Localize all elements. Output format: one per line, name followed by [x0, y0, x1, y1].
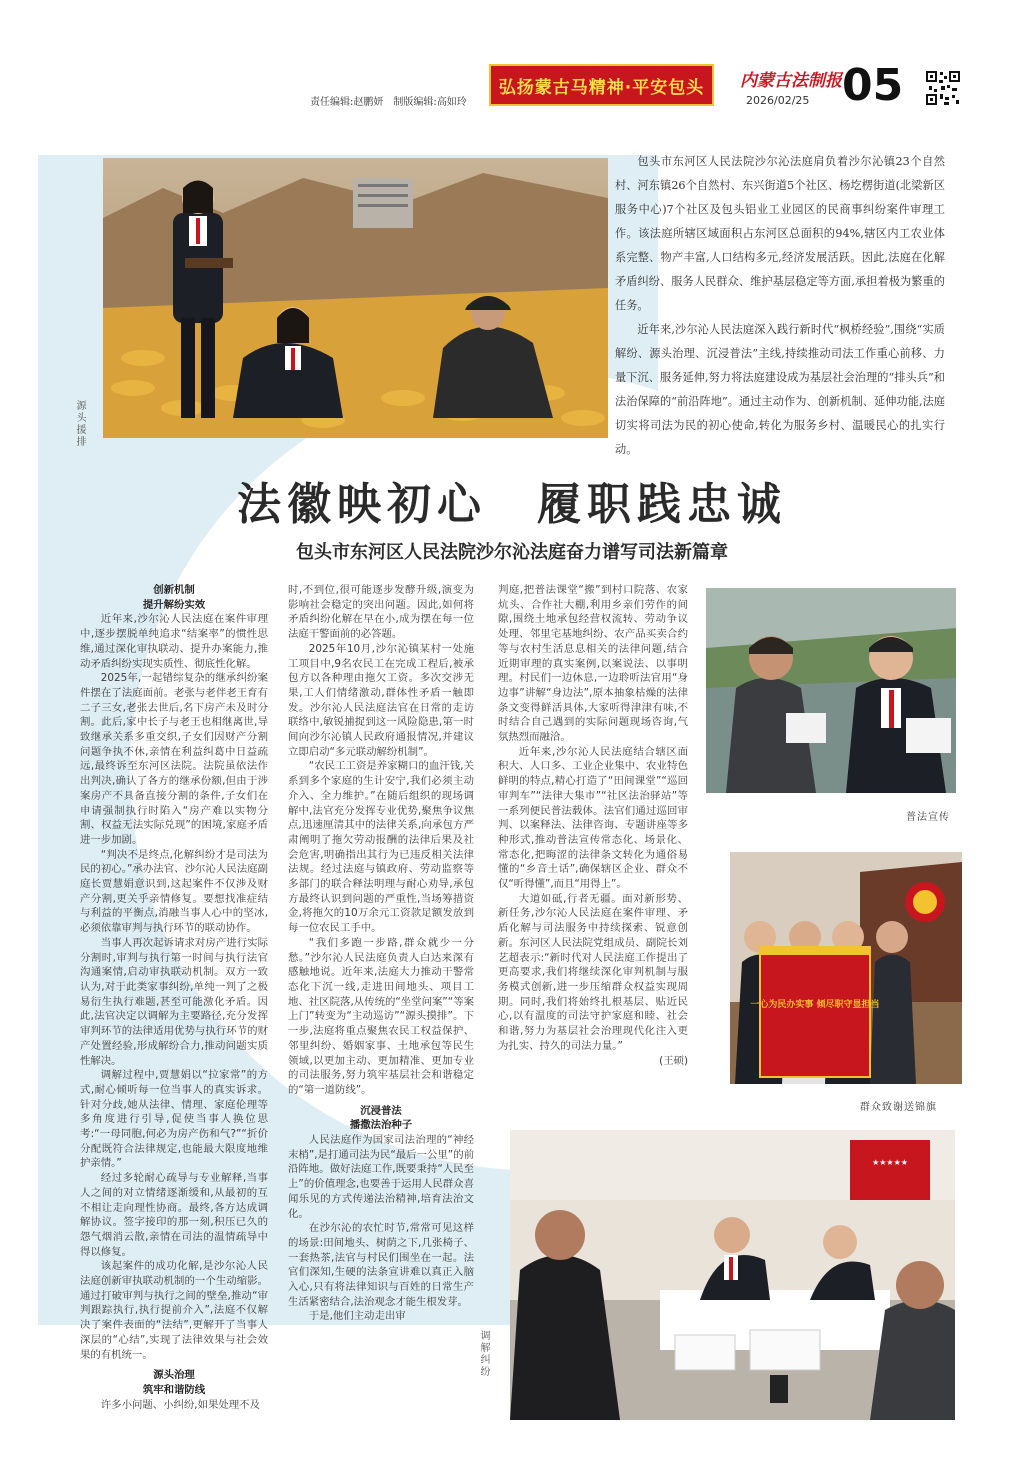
paragraph: 经过多轮耐心疏导与专业解释,当事人之间的对立情绪逐渐缓和,从最初的互不相让走向理性协商。最终,各方达成调解协议。签字接印的那一刻,积压已久的怨气烟消云散,亲情在司法的温情疏导中得以修复。	[80, 1172, 268, 1258]
paragraph: 在沙尔沁的农忙时节,常常可见这样的场景:田间地头、树荫之下,几张椅子、一套热茶,法官与村民们围坐在一起。法官们深知,生硬的法条宣讲难以真正入脑入心,只有将法律知识与百姓的日常生产生活紧密结合,法治观念才能生根发芽。	[288, 1222, 474, 1308]
paragraph: “判决不是终点,化解纠纷才是司法为民的初心。”承办法官、沙尔沁人民法庭副庭长贾慧娟意识到,这起案件不仅涉及财产分割,更关乎亲情修复。要想找准症结与利益的平衡点,消融当事人心中的坚冰,必须依靠审判与执行环节的联动协作。	[80, 848, 268, 935]
article-column-1	[80, 583, 268, 1411]
qr-code-icon[interactable]	[925, 70, 961, 106]
paragraph: 判庭,把普法课堂“搬”到村口院落、农家炕头、合作社大棚,利用乡亲们劳作的间隙,围绕土地承包经营权流转、劳动争议处理、邻里宅基地纠纷、农产品买卖合约等与农村生活息息相关的法律问题,结合近期审理的真实案例,以案说法、以事明理。村民们一边休息,一边聆听法官用“身边事”讲解“身边法”,原本抽象枯燥的法律条文变得鲜活具体,大家听得津津有味,不时结合自己遇到的实际问题现场咨询,气氛热烈而融洽。	[498, 584, 688, 744]
paragraph: 调解过程中,贾慧娟以“拉家常”的方式,耐心倾听每一位当事人的真实诉求。针对分歧,她从法律、情理、家庭伦理等多角度进行引导,促使当事人换位思考:“一母同胞,何必为房产伤和气?”“折价分配既符合法律规定,也能最大限度地维护亲情。”	[80, 1069, 268, 1170]
section-title: 源头治理	[153, 1369, 195, 1382]
section-title: 播撒法治种子	[349, 1119, 413, 1132]
paragraph: 时,不到位,很可能逐步发酵升级,演变为影响社会稳定的突出问题。因此,如何将矛盾纠纷化解在早在小,成为摆在每一位法庭干警面前的必答题。	[288, 584, 474, 641]
newspaper-logo: 内蒙古法制报	[740, 71, 842, 91]
caption-photo4: 调解纠纷	[478, 1330, 489, 1378]
photo-mediation	[510, 1130, 955, 1420]
paragraph: 于是,他们主动走出审	[308, 1310, 406, 1323]
paragraph: 许多小问题、小纠纷,如果处理不及	[100, 1398, 260, 1411]
section-title: 创新机制	[153, 584, 195, 596]
paragraph: 大道如砥,行者无疆。面对新形势、新任务,沙尔沁人民法庭在案件审理、矛盾化解与司法服务中持续探索、锐意创新。东河区人民法院党组成员、副院长刘艺超表示:“新时代对人民法庭工作提出了更高要求,我们将继续深化审判机制与服务模式创新,进一步压缩群众权益实现周期。同时,我们将始终扎根基层、贴近民心,以有温度的司法守护家庭和睦、社会和谐,努力为基层社会治理现代化注入更为扎实、持久的司法力量。”	[498, 892, 688, 1052]
headline: 法徽映初心 履职践忠诚	[237, 479, 787, 530]
column-banner: 弘扬蒙古马精神·平安包头	[489, 64, 714, 106]
article-column-3	[498, 583, 688, 1133]
paragraph: 近年来,沙尔沁人民法庭结合辖区面积大、人口多、工业企业集中、农业特色鲜明的特点,精心打造了“田间课堂”“巡回审判车”“法律大集市”“社区法治驿站”等一系列便民普法载体。法官们通过巡回审判、以案释法、法律咨询、专题讲座等多种形式,推动普法宣传常态化、场景化、常态化,把晦涩的法律条文转化为通俗易懂的“乡音土话”,确保辖区企业、群众不仅“听得懂”,而且“用得上”。	[498, 745, 688, 891]
photo-banner-thanks	[730, 852, 962, 1084]
paragraph: 2025年,一起错综复杂的继承纠纷案件摆在了法庭面前。老张与老伴老王育有二子三女,老张去世后,名下房产未及时分割。此后,家中长子与老王也相继离世,导致继承关系多重交织,子女们因财产分割问题争执不休,亲情在利益纠葛中日益疏远,最终诉至东河区法院。法院虽依法作出判决,确认了各方的继承份额,但由于涉案房产不具备直接分割的条件,子女们在申请强制执行时陷入“房产难以实物分割、权益无法实际兑现”的困境,家庭矛盾进一步加剧。	[80, 672, 268, 846]
intro-paragraph: 近年来,沙尔沁人民法庭深入践行新时代“枫桥经验”,围绕“实质解纷、源头治理、沉浸普法”主线,持续推动司法工作重心前移、力量下沉、服务延伸,努力将法庭建设成为基层社会治理的“排头兵”和法治保障的“前沿阵地”。通过主动作为、创新机制、延伸功能,法庭切实将司法为民的初心使命,转化为服务乡村、温暖民心的扎实行动。	[615, 323, 945, 456]
caption-photo2: 普法宣传	[906, 812, 950, 823]
intro-paragraph: 包头市东河区人民法院沙尔沁法庭肩负着沙尔沁镇23个自然村、河东镇26个自然村、东兴街道5个社区、杨圪楞街道(北梁新区服务中心)7个社区及包头铝业工业园区的民商事纠纷案件审理工作。该法庭所辖区域面积占东河区总面积的94%,辖区内工农业体系完整、物产丰富,人口结构多元,经济发展活跃。因此,法庭在化解矛盾纠纷、服务人民群众、维护基层稳定等方面,承担着极为繁重的任务。	[615, 155, 945, 312]
paragraph: “我们多跑一步路,群众就少一分愁。”沙尔沁人民法庭负责人白达来深有感触地说。近年来,法庭大力推动干警常态化下沉一线,走进田间地头、项目工地、社区院落,从传统的“坐堂问案”“等案上门”转变为“主动巡访”“源头摸排”。下一步,法庭将重点聚焦农民工权益保护、邻里纠纷、婚姻家事、土地承包等民生领域,以更加主动、更加精准、更加专业的司法服务,努力筑牢基层社会和谐稳定的“第一道防线”。	[288, 936, 474, 1096]
article-column-2	[288, 583, 474, 1358]
banner-text: 一心为民办实事 倾尽职守显担当	[750, 1000, 880, 1010]
section-title: 提升解纷实效	[142, 598, 206, 611]
svg-text:★★★★★: ★★★★★	[872, 1158, 908, 1167]
paragraph: 近年来,沙尔沁人民法庭在案件审理中,逐步摆脱单纯追求“结案率”的惯性思维,通过深化审执联动、提升办案能力,推动矛盾纠纷实现实质性、彻底性化解。	[80, 613, 268, 670]
photo-law-publicity	[706, 588, 956, 793]
issue-date: 2026/02/25	[746, 94, 810, 107]
paragraph: 2025年10月,沙尔沁镇某村一处施工项目中,9名农民工在完成工程后,被承包方以各种理由拖欠工资。多次交涉无果,工人们情绪激动,群体性矛盾一触即发。沙尔沁人民法庭法官在日常的走访联络中,敏锐捕捉到这一风险隐患,第一时间向沙尔沁镇人民政府通报情况,并建议立即启动“多元联动解纷机制”。	[288, 642, 474, 758]
section-title: 沉浸普法	[360, 1104, 402, 1117]
editors-line: 责任编辑:赵鹏妍 制版编辑:高如玲	[310, 97, 467, 108]
subheadline: 包头市东河区人民法院沙尔沁法庭奋力谱写司法新篇章	[296, 542, 728, 563]
caption-photo1: 源头援排	[74, 400, 85, 448]
page-number: 05	[842, 60, 904, 111]
section-title: 筑牢和谐防线	[142, 1383, 206, 1396]
caption-photo3: 群众致谢送锦旗	[860, 1102, 937, 1113]
author-signature: (王硕)	[659, 1054, 688, 1067]
paragraph: “农民工工资是养家糊口的血汗钱,关系到多个家庭的生计安宁,我们必须主动介入、全力维护。”在随后组织的现场调解中,法官充分发挥专业优势,聚焦争议焦点,迅速厘清其中的法律关系,向承包方严肃阐明了拖欠劳动报酬的法律后果及社会危害,明确指出其行为已违反相关法律法规。经过法庭与镇政府、劳动监察等多部门的联合释法明理与耐心劝导,承包方最终认识到问题的严重性,当场筹措资金,将拖欠的10万余元工资款足额发放到每一位农民工手中。	[288, 760, 474, 935]
paragraph: 人民法庭作为国家司法治理的“神经末梢”,是打通司法为民“最后一公里”的前沿阵地。做好法庭工作,既要秉持“人民至上”的价值理念,也要善于运用人民群众喜闻乐见的方式传递法治精神,培育法治文化。	[288, 1134, 474, 1220]
paragraph: 该起案件的成功化解,是沙尔沁人民法庭创新审执联动机制的一个生动缩影。通过打破审判与执行之间的壁垒,推动“审判跟踪执行,执行提前介入”,法庭不仅解决了案件表面的“法结”,更解开了当事人深层的“心结”,实现了法律效果与社会效果的有机统一。	[80, 1260, 268, 1361]
photo-field-visit	[103, 158, 608, 438]
intro-block	[615, 150, 945, 462]
paragraph: 当事人再次起诉请求对房产进行实际分割时,审判与执行第一时间与执行法官沟通案情,启动审执联动机制。双方一致认为,对于此类家事纠纷,单纯一判了之极易衍生执行难题,甚至可能激化矛盾。因此,法官决定以调解为主要路径,充分发挥审判环节的法律适用优势与执行环节的财产处置经验,形成解纷合力,推动问题实质性解决。	[80, 936, 268, 1067]
